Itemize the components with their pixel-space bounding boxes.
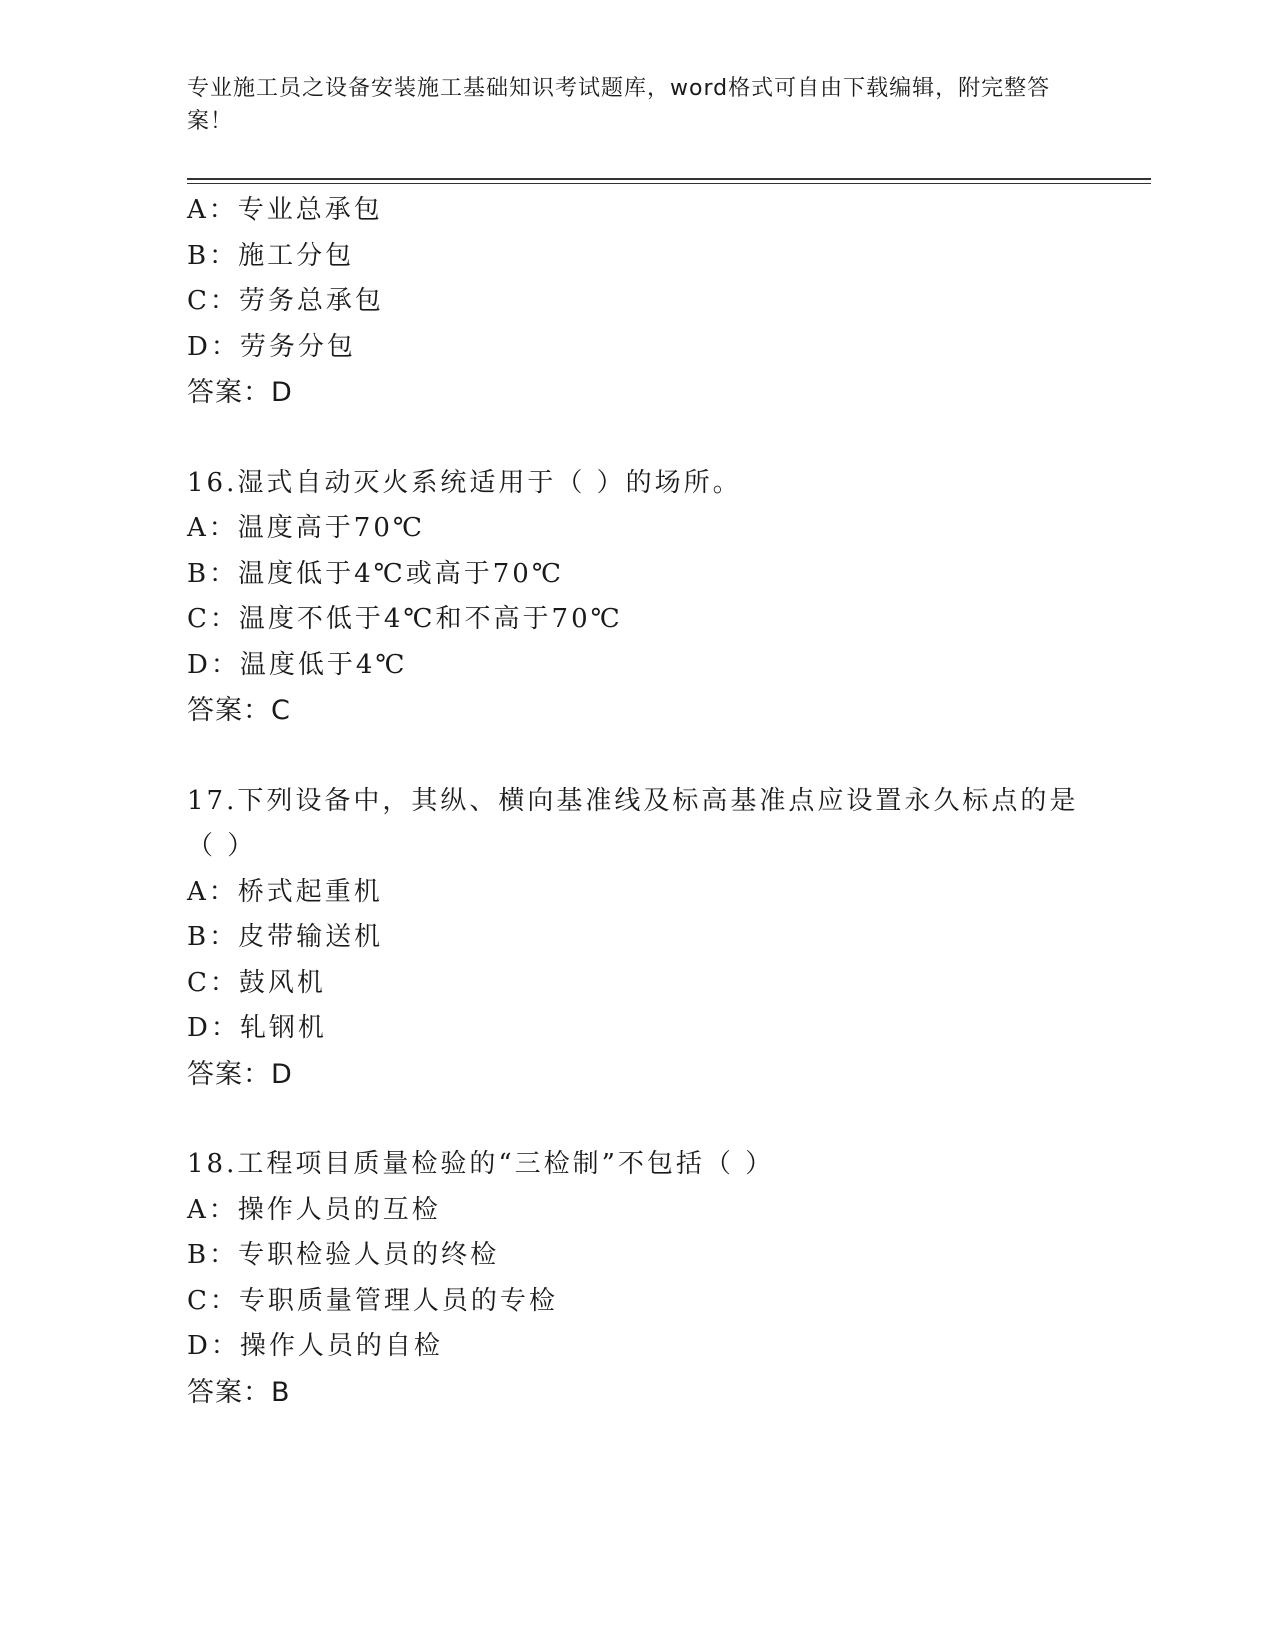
- option-c: C：劳务总承包: [187, 286, 384, 316]
- option-b: B：专职检验人员的终检: [187, 1240, 500, 1270]
- option-b: B：施工分包: [187, 240, 355, 271]
- question-block-18: [187, 1142, 1117, 1415]
- question-stem: 17.下列设备中，其纵、横向基准线及标高基准点应设置永久标点的是（ ）: [187, 785, 1079, 861]
- option-c: C：专职质量管理人员的专检: [187, 1285, 558, 1316]
- answer-label: 答案：B: [187, 1376, 291, 1408]
- option-d: D：操作人员的自检: [187, 1331, 443, 1361]
- option-d: D：温度低于4℃: [187, 649, 408, 680]
- option-c: C：温度不低于4℃和不高于70℃: [187, 604, 623, 634]
- option-a: A：温度高于70℃: [187, 513, 425, 543]
- question-stem: 18.工程项目质量检验的“三检制”不包括（ ）: [187, 1149, 775, 1179]
- option-a: A：专业总承包: [187, 195, 383, 225]
- answer-label: 答案：D: [187, 377, 293, 408]
- option-d: D：劳务分包: [187, 331, 356, 362]
- option-a: A：桥式起重机: [187, 876, 383, 907]
- answer-label: 答案：C: [187, 695, 291, 726]
- option-c: C：鼓风机: [187, 967, 326, 998]
- question-block-17: [187, 779, 1117, 1098]
- page-header-title: 专业施工员之设备安装施工基础知识考试题库，word格式可自由下载编辑，附完整答案！: [187, 76, 1051, 134]
- question-block-16: [187, 461, 1117, 734]
- question-stem: 16.湿式自动灭火系统适用于（ ）的场所。: [187, 467, 742, 498]
- header-divider-thin: [187, 183, 1151, 184]
- option-d: D：轧钢机: [187, 1013, 327, 1043]
- header-divider-thick: [187, 178, 1151, 180]
- question-block-15: [187, 188, 1117, 416]
- option-b: B：皮带输送机: [187, 922, 384, 952]
- answer-label: 答案：D: [187, 1058, 293, 1090]
- option-b: B：温度低于4℃或高于70℃: [187, 558, 564, 589]
- option-a: A：操作人员的互检: [187, 1194, 441, 1225]
- question-list: [187, 188, 1117, 1415]
